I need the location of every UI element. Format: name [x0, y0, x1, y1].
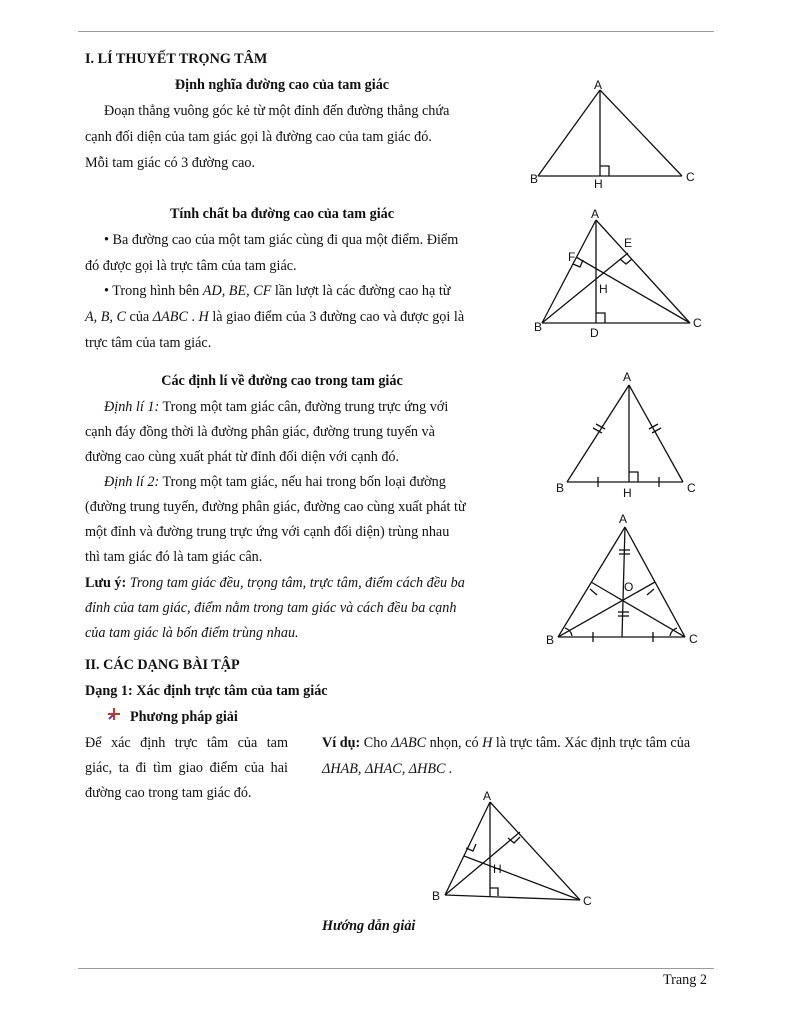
plus-arrow-icon — [107, 707, 121, 721]
section-title: I. LÍ THUYẾT TRỌNG TÂM — [85, 51, 268, 67]
vertex-label: B — [432, 889, 441, 903]
vertex-label: H — [599, 282, 608, 296]
figure-orthocenter — [528, 205, 708, 340]
example-label: Ví dụ: — [322, 735, 361, 751]
figure-altitude — [524, 78, 714, 193]
text-run-italic: H — [482, 735, 493, 751]
vertex-label: F — [568, 250, 576, 264]
definition-heading: Định nghĩa đường cao của tam giác — [174, 77, 390, 93]
vertex-label: A — [623, 370, 632, 384]
text-run: là giao điểm của 3 đường cao và được gọi là — [208, 309, 465, 325]
vertex-label: B — [546, 633, 555, 647]
text-run-italic: ΔABC — [391, 735, 427, 751]
vertex-label: H — [594, 177, 603, 191]
text-run-italic: A, B, C — [85, 309, 126, 325]
vertex-label: C — [583, 894, 592, 908]
property-bullet-2-line-1 — [85, 278, 479, 305]
figure-example-triangle — [430, 788, 600, 912]
vertex-label: B — [534, 320, 543, 334]
bullet-dot-icon: • — [104, 283, 109, 299]
vertex-label: B — [530, 172, 539, 186]
text-run-italic: ΔABC — [152, 309, 188, 325]
note-line-3: của tam giác là bốn điểm trùng nhau. — [85, 625, 299, 641]
text-run: là trực tâm. Xác định trực tâm của — [492, 735, 691, 751]
text-run: Trong một tam giác, nếu hai trong bốn loại đường — [159, 474, 446, 490]
property-bullet-2-line-2 — [85, 304, 464, 331]
example-line-2: ΔHAB, ΔHAC, ΔHBC . — [322, 761, 453, 777]
vertex-label: H — [493, 862, 502, 876]
method-line-1: Để xác định trực tâm của tam — [85, 735, 288, 751]
text-run-italic: Trong tam giác đều, trọng tâm, trực tâm, điểm cách đều ba — [126, 575, 465, 591]
text-run-italic: AD, BE, CF — [202, 283, 272, 299]
theorem-2-line-1 — [85, 469, 479, 496]
vertex-label: D — [590, 326, 599, 340]
text-run: Trong một tam giác cân, đường trung trực ứng với — [159, 399, 449, 415]
theorem-1-line-1 — [85, 394, 479, 421]
example-line-1 — [322, 730, 690, 757]
vertex-label: A — [591, 207, 600, 221]
figure-isosceles — [553, 368, 713, 503]
vertex-label: O — [624, 580, 634, 594]
vertex-label: A — [594, 78, 603, 92]
type-1-heading: Dạng 1: Xác định trực tâm của tam giác — [85, 683, 328, 699]
theorems-heading: Các định lí về đường cao trong tam giác — [161, 373, 403, 389]
vertex-label: C — [689, 632, 698, 646]
bullet-1-text: Ba đường cao của một tam giác cùng đi qua một điểm. Điểm — [112, 232, 459, 248]
text-run: Cho — [360, 735, 391, 751]
bullet-dot-icon: • — [104, 232, 109, 248]
theorem-1-line-2: cạnh đáy đồng thời là đường phân giác, đường trung tuyến và — [85, 424, 435, 440]
section-2-title: II. CÁC DẠNG BÀI TẬP — [85, 657, 240, 673]
vertex-label: C — [687, 481, 696, 495]
theorem-2-line-3: một đỉnh và đường trung trực ứng với cạnh đối diện) trùng nhau — [85, 524, 450, 540]
definition-line-1: Đoạn thẳng vuông góc kẻ từ một đỉnh đến đường thẳng chứa — [104, 103, 450, 119]
definition-line-2: cạnh đối diện của tam giác gọi là đường cao của tam giác đó. — [85, 129, 432, 145]
text-run: lần lượt là các đường cao hạ từ — [271, 283, 451, 299]
vertex-label: B — [556, 481, 565, 495]
theorem-2-line-4: thì tam giác đó là tam giác cân. — [85, 549, 263, 565]
property-heading: Tính chất ba đường cao của tam giác — [169, 206, 395, 222]
vertex-label: A — [483, 789, 492, 803]
top-rule — [78, 31, 714, 32]
figure-equilateral — [543, 510, 713, 650]
theorem-2-line-2: (đường trung tuyến, đường phân giác, đường cao cùng xuất phát từ — [85, 499, 466, 515]
vertex-label: A — [619, 512, 628, 526]
theorem-label: Định lí 2: — [104, 474, 160, 490]
note-line-2: đỉnh của tam giác, điểm nằm trong tam giác và cách đều ba cạnh — [85, 600, 457, 616]
text-run: nhọn, có — [426, 735, 483, 751]
note-label: Lưu ý: — [85, 575, 127, 591]
page-number: Trang 2 — [662, 972, 707, 988]
note-line-1 — [85, 570, 465, 597]
text-run: . — [187, 309, 199, 325]
property-bullet-1-line-2: đó được gọi là trực tâm của tam giác. — [85, 258, 297, 274]
vertex-label: C — [686, 170, 695, 184]
vertex-label: C — [693, 316, 702, 330]
theorem-label: Định lí 1: — [104, 399, 160, 415]
vertex-label: H — [623, 486, 632, 500]
text-run: của — [125, 309, 153, 325]
guide-heading: Hướng dẫn giải — [322, 918, 416, 934]
vertex-label: E — [624, 236, 633, 250]
definition-line-3: Mỗi tam giác có 3 đường cao. — [85, 155, 256, 171]
text-run: Trong hình bên — [112, 283, 203, 299]
method-line-2: giác, ta đi tìm giao điểm của hai — [85, 760, 288, 776]
method-heading: Phương pháp giải — [130, 709, 238, 725]
property-bullet-1-line-1 — [85, 227, 479, 254]
method-line-3: đường cao trong tam giác đó. — [85, 785, 252, 801]
theorem-1-line-3: đường cao cùng xuất phát từ đỉnh đối diện với cạnh đó. — [85, 449, 400, 465]
text-run-italic: H — [198, 309, 209, 325]
property-bullet-2-line-3: trực tâm của tam giác. — [85, 335, 212, 351]
